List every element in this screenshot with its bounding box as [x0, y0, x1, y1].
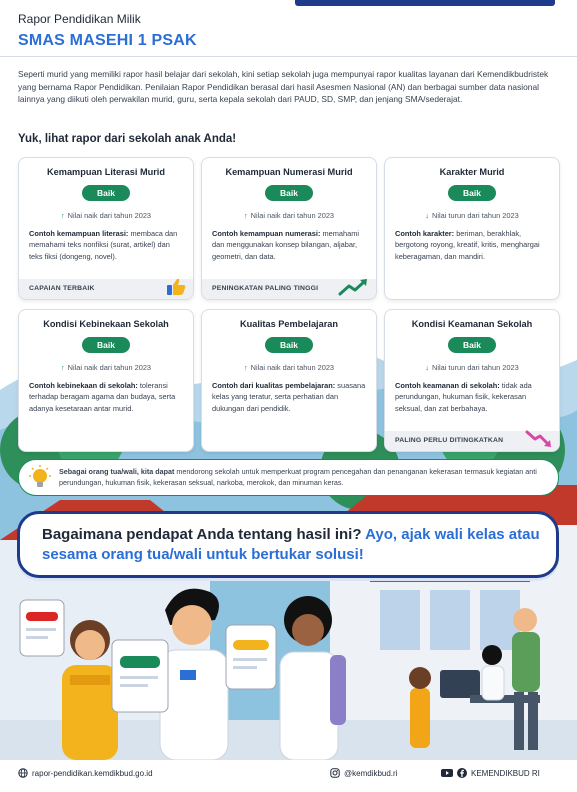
report-card-red [20, 600, 64, 656]
card-footer: PALING PERLU DITINGKATKAN [385, 431, 559, 451]
card-pembelajaran [201, 309, 377, 452]
card-title: Kemampuan Literasi Murid [47, 167, 165, 177]
trend-text: ↓ Nilai turun dari tahun 2023 [425, 363, 519, 372]
youtube-facebook-link[interactable] [441, 768, 540, 778]
header-divider [0, 56, 577, 57]
status-badge: Baik [82, 185, 130, 201]
status-badge: Baik [82, 337, 130, 353]
trend-text: ↑ Nilai naik dari tahun 2023 [243, 363, 335, 372]
school-name: SMAS MASEHI 1 PSAK [18, 32, 197, 49]
card-example: Contoh kemampuan literasi: membaca dan memahami teks nonfiksi (surat, artikel) dan teks fiksi (dongeng, novel). [29, 229, 178, 261]
thumbs-up-icon [165, 277, 187, 297]
trend-down-icon [525, 429, 553, 449]
tip-text: Sebagai orang tua/wali, kita dapat mendorong sekolah untuk memperkuat program pencegahan dan penanganan kekerasan termasuk kegiatan anti perundungan, hukuman fisik, kekerasan seksual, narkoba, merokok, dan minuman keras. [59, 467, 537, 488]
globe-icon [18, 768, 28, 778]
website-text: rapor-pendidikan.kemdikbud.go.id [32, 768, 153, 778]
card-example: Contoh kemampuan numerasi: memahami dan menggunakan konsep bilangan, aljabar, geometri, dan data. [212, 229, 360, 261]
trend-up-icon [338, 277, 370, 297]
card-title: Kualitas Pembelajaran [239, 319, 339, 329]
youtube-facebook-text: KEMENDIKBUD RI [471, 768, 540, 778]
card-title: Kondisi Keamanan Sekolah [411, 319, 533, 329]
card-example: Contoh kebinekaan di sekolah: toleransi terhadap beragam agama dan budaya, serta adanya kesetaraan antar murid. [29, 381, 176, 413]
top-accent-bar [295, 0, 555, 6]
lightbulb-icon [27, 465, 53, 491]
card-example: Contoh dari kualitas pembelajaran: suasana kelas yang teratur, serta perhatian dan dukungan dari pendidik. [212, 381, 366, 413]
card-title: Kondisi Kebinekaan Sekolah [43, 319, 169, 329]
arrow-down-icon: ↓ [425, 363, 429, 372]
arrow-up-icon: ↑ [60, 363, 65, 372]
card-keamanan [384, 309, 560, 452]
arrow-up-icon: ↑ [243, 211, 248, 220]
card-example: Contoh keamanan di sekolah: tidak ada perundungan, hukuman fisik, kekerasan seksual, dan zat berbahaya. [395, 381, 532, 413]
arrow-up-icon: ↑ [60, 211, 65, 220]
instagram-link[interactable] [330, 768, 397, 778]
card-literasi [18, 157, 194, 300]
card-numerasi [201, 157, 377, 300]
website-link[interactable] [18, 768, 153, 778]
card-title: Karakter Murid [439, 167, 505, 177]
status-badge: Baik [265, 185, 313, 201]
card-title: Kemampuan Numerasi Murid [225, 167, 353, 177]
status-badge: Baik [448, 337, 496, 353]
instagram-text: @kemdikbud.ri [344, 768, 398, 778]
arrow-down-icon: ↓ [425, 211, 429, 220]
status-badge: Baik [265, 337, 313, 353]
trend-text: ↑ Nilai naik dari tahun 2023 [60, 211, 152, 220]
card-karakter [384, 157, 560, 300]
arrow-up-icon: ↑ [243, 363, 248, 372]
facebook-icon [457, 768, 467, 778]
parent-tip-box [18, 459, 559, 496]
youtube-icon [441, 768, 453, 778]
trend-text: ↑ Nilai naik dari tahun 2023 [243, 211, 335, 220]
parent-figure [62, 620, 118, 760]
card-kebinekaan [18, 309, 194, 452]
question-text: Bagaimana pendapat Anda tentang hasil ini? Ayo, ajak wali kelas atau sesama orang tua/wali untuk bertukar solusi! [42, 526, 540, 564]
question-banner [17, 511, 559, 578]
report-card-yellow [226, 625, 276, 689]
card-example: Contoh karakter: beriman, berakhlak, bergotong royong, kreatif, kritis, menghargai keberagaman, dan mandiri. [395, 229, 540, 261]
trend-text: ↓ Nilai turun dari tahun 2023 [425, 211, 519, 220]
report-card-green [112, 640, 168, 712]
page-footer [0, 760, 577, 792]
intro-paragraph: Seperti murid yang memiliki rapor hasil belajar dari sekolah, kini setiap sekolah juga mempunyai rapor kualitas layanan dari Kemendikbudristek yang bernama Rapor Pendidikan. Penilaian Rapor Pendidikan berasal dari hasil Asesmen Nasional (AN) dan berbagai sumber data nasional lainnya yang diikuti oleh perwakilan murid, guru, serta kepala sekolah dari PAUD, SD, SMP, dan jenjang SMA/sederajat. [18, 69, 549, 105]
card-footer: PENINGKATAN PALING TINGGI [202, 279, 376, 299]
status-badge: Baik [448, 185, 496, 201]
trend-text: ↑ Nilai naik dari tahun 2023 [60, 363, 152, 372]
page-subtitle: Rapor Pendidikan Milik [18, 12, 141, 26]
instagram-icon [330, 768, 340, 778]
lead-heading: Yuk, lihat rapor dari sekolah anak Anda! [18, 133, 237, 145]
card-footer: CAPAIAN TERBAIK [19, 279, 193, 299]
page-header [18, 12, 197, 50]
